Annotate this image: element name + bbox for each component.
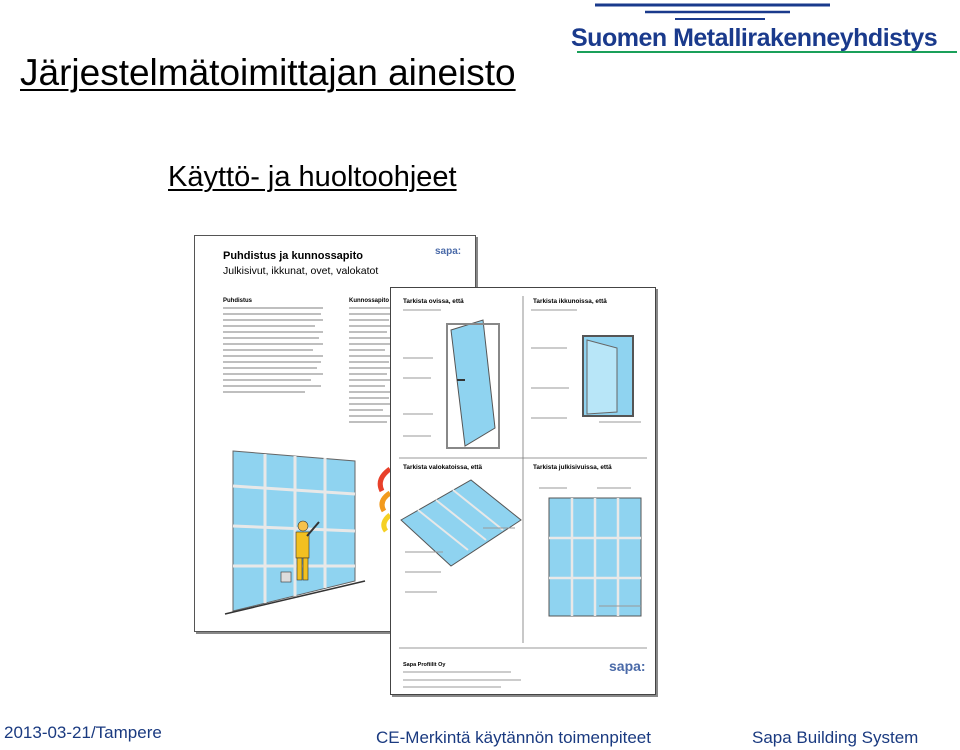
document-back-title: Puhdistus ja kunnossapito <box>223 250 363 262</box>
column-heading-puhdistus: Puhdistus <box>223 298 253 304</box>
slide-title: Järjestelmätoimittajan aineisto <box>20 52 516 93</box>
logo-text <box>571 24 937 53</box>
footer-date: 2013-03-21/Tampere <box>4 723 162 742</box>
sapa-arc-graphic <box>372 465 392 535</box>
slide-subtitle: Käyttö- ja huoltoohjeet <box>168 161 457 193</box>
document-front-illustration <box>391 288 655 694</box>
document-front-company: Sapa Profiilit Oy <box>403 662 446 668</box>
footer-right-text: Sapa Building System <box>752 728 919 747</box>
sapa-logo-small: sapa: <box>435 246 462 257</box>
logo-text-blue: Suomen Metallirakenneyhdistys <box>571 24 938 52</box>
document-front-page <box>390 287 656 695</box>
cell-title-windows: Tarkista ikkunoissa, että <box>533 298 607 305</box>
cell-title-skylights: Tarkista valokatoissa, että <box>403 464 483 471</box>
smry-logo <box>565 0 960 56</box>
footer-center-text: CE-Merkintä käytännön toimenpiteet <box>376 728 651 747</box>
sapa-logo-front: sapa: <box>609 658 646 674</box>
column-heading-kunnossapito: Kunnossapito <box>349 298 389 304</box>
document-back-subtitle: Julkisivut, ikkunat, ovet, valokatot <box>223 265 379 277</box>
cell-title-doors: Tarkista ovissa, että <box>403 298 464 305</box>
cell-title-facades: Tarkista julkisivuissa, että <box>533 464 612 471</box>
